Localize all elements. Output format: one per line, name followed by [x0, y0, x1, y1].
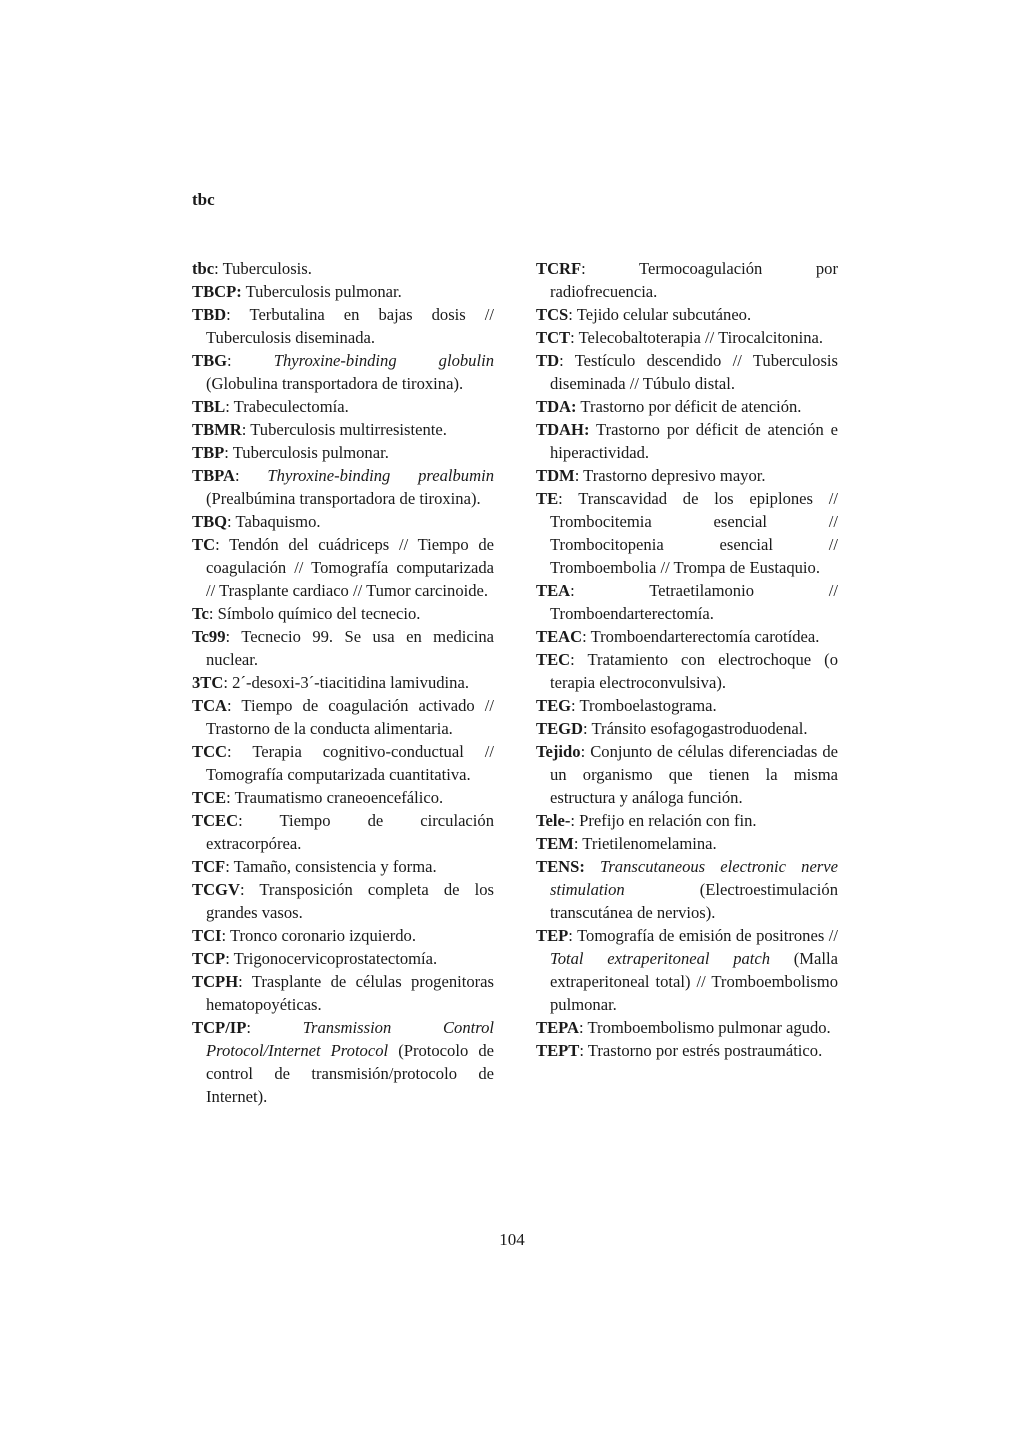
glossary-entry — [536, 855, 838, 924]
entry-definition: : Traumatismo craneoencefálico. — [226, 788, 444, 807]
entry-term: TBPA — [192, 466, 236, 485]
glossary-entry — [536, 257, 838, 303]
glossary-entry — [192, 809, 494, 855]
entry-definition: : — [235, 466, 268, 485]
glossary-entry — [536, 924, 838, 1016]
entry-term: TBCP: — [192, 282, 242, 301]
entry-term: 3TC — [192, 673, 224, 692]
glossary-entry — [536, 1016, 838, 1039]
glossary-entry — [192, 464, 494, 510]
entry-term: TEM — [536, 834, 574, 853]
glossary-entry — [536, 625, 838, 648]
entry-definition: : Tromboendarterectomía carotídea. — [582, 627, 820, 646]
entry-definition: : Tromboelastograma. — [571, 696, 717, 715]
entry-term: TEPT — [536, 1041, 580, 1060]
entry-term: TDA: — [536, 397, 577, 416]
entry-definition: : Trabeculectomía. — [225, 397, 349, 416]
glossary-entry — [192, 257, 494, 280]
entry-term: TEAC — [536, 627, 583, 646]
entry-definition: : Símbolo químico del tecnecio. — [208, 604, 421, 623]
entry-term: TEPA — [536, 1018, 580, 1037]
glossary-entry — [536, 418, 838, 464]
entry-definition: : Prefijo en relación con fin. — [570, 811, 757, 830]
glossary-entry — [536, 717, 838, 740]
entry-term: TCGV — [192, 880, 240, 899]
entry-term: tbc — [192, 259, 215, 278]
entry-definition: : 2´-desoxi-3´-tiacitidina lamivudina. — [223, 673, 469, 692]
entry-term: TBL — [192, 397, 226, 416]
entry-italic-text: Thyroxine-binding globulin — [273, 351, 494, 370]
entry-definition: Trastorno por déficit de atención. — [576, 397, 802, 416]
glossary-entry — [192, 740, 494, 786]
entry-term: TENS: — [536, 857, 585, 876]
glossary-entry — [192, 441, 494, 464]
entry-term: TEP — [536, 926, 569, 945]
glossary-entry — [192, 878, 494, 924]
entry-italic-text: Thyroxine-binding prealbumin — [267, 466, 494, 485]
entry-definition: : Tromboembolismo pulmonar agudo. — [579, 1018, 831, 1037]
glossary-entry — [192, 855, 494, 878]
entry-definition: : — [227, 351, 274, 370]
glossary-entry — [192, 924, 494, 947]
entry-term: TEA — [536, 581, 571, 600]
entry-term: TBD — [192, 305, 227, 324]
entry-definition: : Tejido celular subcutáneo. — [568, 305, 752, 324]
entry-definition: : Terbutalina en bajas dosis // Tuberculosis diseminada. — [206, 305, 494, 347]
entry-term: TDM — [536, 466, 575, 485]
entry-term: TCE — [192, 788, 227, 807]
entry-term: TCS — [536, 305, 569, 324]
entry-definition: : Testículo descendido // Tuberculosis diseminada // Túbulo distal. — [550, 351, 838, 393]
entry-definition: : Tetraetilamonio // Tromboendarterectomía. — [550, 581, 838, 623]
entry-definition: : Tamaño, consistencia y forma. — [225, 857, 437, 876]
entry-definition: (Protocolo de control de transmisión/protocolo de Internet). — [206, 1041, 494, 1106]
entry-definition: : Transposición completa de los grandes vasos. — [206, 880, 494, 922]
glossary-entry — [192, 947, 494, 970]
glossary-entry — [192, 418, 494, 441]
glossary-entry — [536, 487, 838, 579]
glossary-entry — [192, 694, 494, 740]
entry-definition: : Tronco coronario izquierdo. — [221, 926, 416, 945]
glossary-entry — [192, 303, 494, 349]
entry-term: TBP — [192, 443, 225, 462]
entry-term: TEGD — [536, 719, 584, 738]
entry-definition: : Trastorno por estrés postraumático. — [579, 1041, 823, 1060]
glossary-entry — [536, 326, 838, 349]
entry-definition: : Transcavidad de los epiplones // Trombocitemia esencial // Trombocitopenia esencial // Tromboembolia // Trompa de Eustaquio. — [550, 489, 838, 577]
entry-definition: : Tratamiento con electrochoque (o terapia electroconvulsiva). — [550, 650, 838, 692]
glossary-entry — [536, 648, 838, 694]
glossary-entry — [192, 786, 494, 809]
glossary-entry — [536, 395, 838, 418]
glossary-entry — [192, 510, 494, 533]
entry-definition: : Termocoagulación por radiofrecuencia. — [550, 259, 838, 301]
entry-definition: : Trastorno depresivo mayor. — [574, 466, 766, 485]
entry-definition: (Prealbúmina transportadora de tiroxina). — [206, 489, 481, 508]
entry-definition: : Telecobaltoterapia // Tirocalcitonina. — [570, 328, 824, 347]
left-column — [192, 257, 494, 1108]
entry-term: TCP/IP — [192, 1018, 247, 1037]
glossary-entry — [536, 832, 838, 855]
glossary-entry — [192, 970, 494, 1016]
entry-term: TEC — [536, 650, 571, 669]
entry-term: TCC — [192, 742, 228, 761]
entry-definition: Trastorno por déficit de atención e hiperactividad. — [550, 420, 838, 462]
right-column — [536, 257, 838, 1062]
page-number: 104 — [499, 1230, 525, 1249]
entry-definition: Tuberculosis pulmonar. — [241, 282, 402, 301]
entry-definition: : Tomografía de emisión de positrones // — [568, 926, 838, 945]
glossary-entry — [536, 579, 838, 625]
entry-term: TCPH — [192, 972, 239, 991]
entry-term: TC — [192, 535, 216, 554]
entry-definition: : Tránsito esofagogastroduodenal. — [583, 719, 808, 738]
entry-term: TBQ — [192, 512, 228, 531]
glossary-entry — [536, 809, 838, 832]
entry-term: TBG — [192, 351, 228, 370]
entry-term: Tc — [192, 604, 209, 623]
entry-definition: (Electroestimulación transcutánea de nervios). — [550, 880, 838, 922]
entry-italic-text: Transcutaneous electronic nerve stimulation — [550, 857, 838, 899]
glossary-entry — [536, 1039, 838, 1062]
entry-definition: : Tabaquismo. — [227, 512, 321, 531]
entry-term: TBMR — [192, 420, 242, 439]
entry-definition — [585, 857, 600, 876]
entry-definition: (Globulina transportadora de tiroxina). — [206, 374, 464, 393]
glossary-entry — [192, 395, 494, 418]
entry-term: TCT — [536, 328, 571, 347]
entry-definition: : Conjunto de células diferenciadas de un organismo que tienen la misma estructura y análoga función. — [550, 742, 838, 807]
glossary-entry — [192, 625, 494, 671]
entry-definition: : Tecnecio 99. Se usa en medicina nuclear. — [206, 627, 494, 669]
entry-term: TCF — [192, 857, 226, 876]
entry-term: TCA — [192, 696, 228, 715]
entry-definition: : Tuberculosis multirresistente. — [241, 420, 447, 439]
glossary-entry — [192, 1016, 494, 1108]
entry-term: TCI — [192, 926, 222, 945]
entry-term: Tc99 — [192, 627, 226, 646]
glossary-entry — [192, 602, 494, 625]
glossary-entry — [536, 464, 838, 487]
entry-italic-text: Total extraperitoneal patch — [550, 949, 771, 968]
entry-definition: : Trietilenomelamina. — [573, 834, 717, 853]
glossary-entry — [536, 349, 838, 395]
glossary-entry — [536, 694, 838, 717]
glossary-entry — [536, 303, 838, 326]
glossary-entry — [192, 280, 494, 303]
glossary-entry — [536, 740, 838, 809]
entry-definition: : Tiempo de circulación extracorpórea. — [206, 811, 494, 853]
entry-definition: : Trigonocervicoprostatectomía. — [225, 949, 438, 968]
running-head: tbc — [192, 190, 215, 209]
entry-term: TCP — [192, 949, 226, 968]
glossary-entry — [192, 533, 494, 602]
entry-term: TCRF — [536, 259, 582, 278]
entry-term: TEG — [536, 696, 572, 715]
entry-term: Tejido — [536, 742, 581, 761]
entry-definition: : Tuberculosis. — [214, 259, 312, 278]
entry-definition: : Trasplante de células progenitoras hematopoyéticas. — [206, 972, 494, 1014]
entry-term: Tele- — [536, 811, 571, 830]
entry-term: TCEC — [192, 811, 239, 830]
entry-italic-text: Transmission Control Protocol/Internet Protocol — [206, 1018, 494, 1060]
glossary-entry — [192, 671, 494, 694]
entry-term: TE — [536, 489, 559, 508]
entry-definition: : Terapia cognitivo-conductual // Tomografía computarizada cuantitativa. — [206, 742, 494, 784]
entry-definition: : Tuberculosis pulmonar. — [224, 443, 389, 462]
entry-definition: : Tiempo de coagulación activado // Trastorno de la conducta alimentaria. — [206, 696, 494, 738]
entry-definition: (Malla extraperitoneal total) // Tromboembolismo pulmonar. — [550, 949, 838, 1014]
entry-term: TD — [536, 351, 560, 370]
glossary-entry — [192, 349, 494, 395]
entry-term: TDAH: — [536, 420, 590, 439]
entry-definition: : Tendón del cuádriceps // Tiempo de coagulación // Tomografía computarizada // Trasplante cardiaco // Tumor carcinoide. — [206, 535, 494, 600]
entry-definition: : — [246, 1018, 303, 1037]
